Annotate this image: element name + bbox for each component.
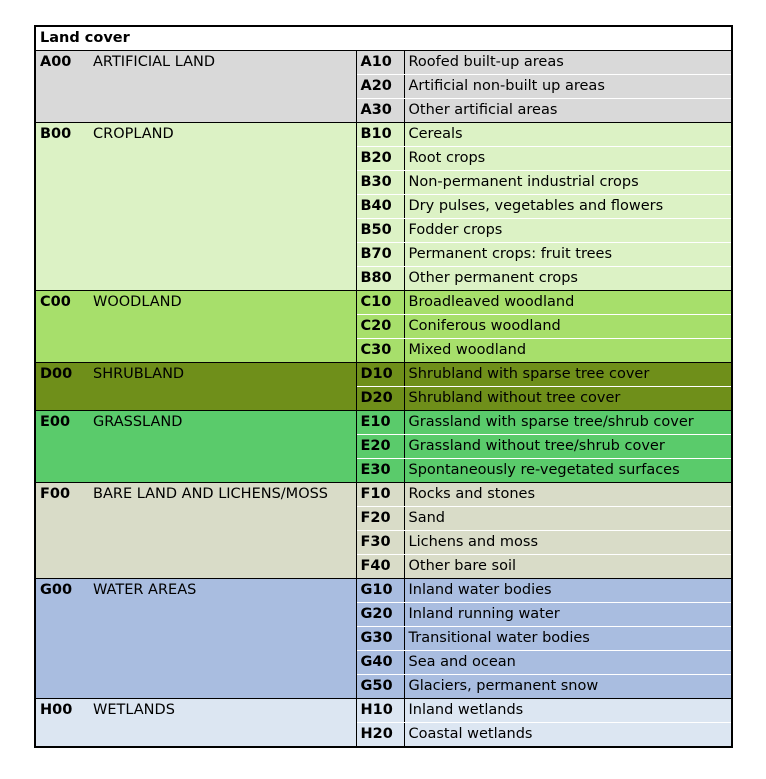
class-name: Artificial non-built up areas [404,75,732,99]
class-code: C30 [356,339,404,363]
land-cover-table [34,25,733,748]
group-code: F00 [35,483,89,579]
class-code: D10 [356,363,404,387]
class-name: Sea and ocean [404,651,732,675]
class-code: B10 [356,123,404,147]
class-name: Rocks and stones [404,483,732,507]
class-code: B20 [356,147,404,171]
class-code: C10 [356,291,404,315]
class-code: B30 [356,171,404,195]
class-code: B80 [356,267,404,291]
group-name: WOODLAND [89,291,356,363]
class-name: Roofed built-up areas [404,51,732,75]
table-row [35,123,732,147]
class-code: E20 [356,435,404,459]
class-name: Other artificial areas [404,99,732,123]
group-code: B00 [35,123,89,291]
class-name: Shrubland without tree cover [404,387,732,411]
group-code: D00 [35,363,89,411]
class-name: Root crops [404,147,732,171]
group-name: WETLANDS [89,699,356,748]
class-name: Other permanent crops [404,267,732,291]
class-name: Transitional water bodies [404,627,732,651]
class-name: Spontaneously re-vegetated surfaces [404,459,732,483]
class-name: Non-permanent industrial crops [404,171,732,195]
class-code: F20 [356,507,404,531]
group-name: ARTIFICIAL LAND [89,51,356,123]
class-code: G50 [356,675,404,699]
class-code: C20 [356,315,404,339]
class-code: E10 [356,411,404,435]
class-name: Inland wetlands [404,699,732,723]
table-row [35,51,732,75]
class-name: Lichens and moss [404,531,732,555]
table-row [35,699,732,723]
class-name: Cereals [404,123,732,147]
table-row [35,363,732,387]
table-row [35,411,732,435]
class-name: Grassland without tree/shrub cover [404,435,732,459]
group-code: C00 [35,291,89,363]
class-code: G40 [356,651,404,675]
class-code: H10 [356,699,404,723]
group-name: GRASSLAND [89,411,356,483]
table-row [35,579,732,603]
class-name: Other bare soil [404,555,732,579]
class-code: F30 [356,531,404,555]
class-name: Fodder crops [404,219,732,243]
class-code: G30 [356,627,404,651]
group-code: H00 [35,699,89,748]
group-name: CROPLAND [89,123,356,291]
class-code: F10 [356,483,404,507]
class-name: Inland water bodies [404,579,732,603]
group-name: WATER AREAS [89,579,356,699]
class-code: E30 [356,459,404,483]
group-code: G00 [35,579,89,699]
class-name: Broadleaved woodland [404,291,732,315]
class-code: B50 [356,219,404,243]
class-name: Dry pulses, vegetables and flowers [404,195,732,219]
title-row [35,26,732,51]
class-code: B40 [356,195,404,219]
class-code: D20 [356,387,404,411]
class-name: Inland running water [404,603,732,627]
table-title: Land cover [35,26,732,51]
class-code: F40 [356,555,404,579]
class-code: A30 [356,99,404,123]
class-code: B70 [356,243,404,267]
class-code: A20 [356,75,404,99]
table-row [35,483,732,507]
class-name: Glaciers, permanent snow [404,675,732,699]
class-name: Permanent crops: fruit trees [404,243,732,267]
class-name: Sand [404,507,732,531]
class-code: G20 [356,603,404,627]
class-name: Mixed woodland [404,339,732,363]
class-code: G10 [356,579,404,603]
class-name: Shrubland with sparse tree cover [404,363,732,387]
class-name: Coastal wetlands [404,723,732,748]
class-code: A10 [356,51,404,75]
class-code: H20 [356,723,404,748]
group-code: E00 [35,411,89,483]
class-name: Coniferous woodland [404,315,732,339]
group-code: A00 [35,51,89,123]
group-name: BARE LAND AND LICHENS/MOSS [89,483,356,579]
table-row [35,291,732,315]
group-name: SHRUBLAND [89,363,356,411]
class-name: Grassland with sparse tree/shrub cover [404,411,732,435]
